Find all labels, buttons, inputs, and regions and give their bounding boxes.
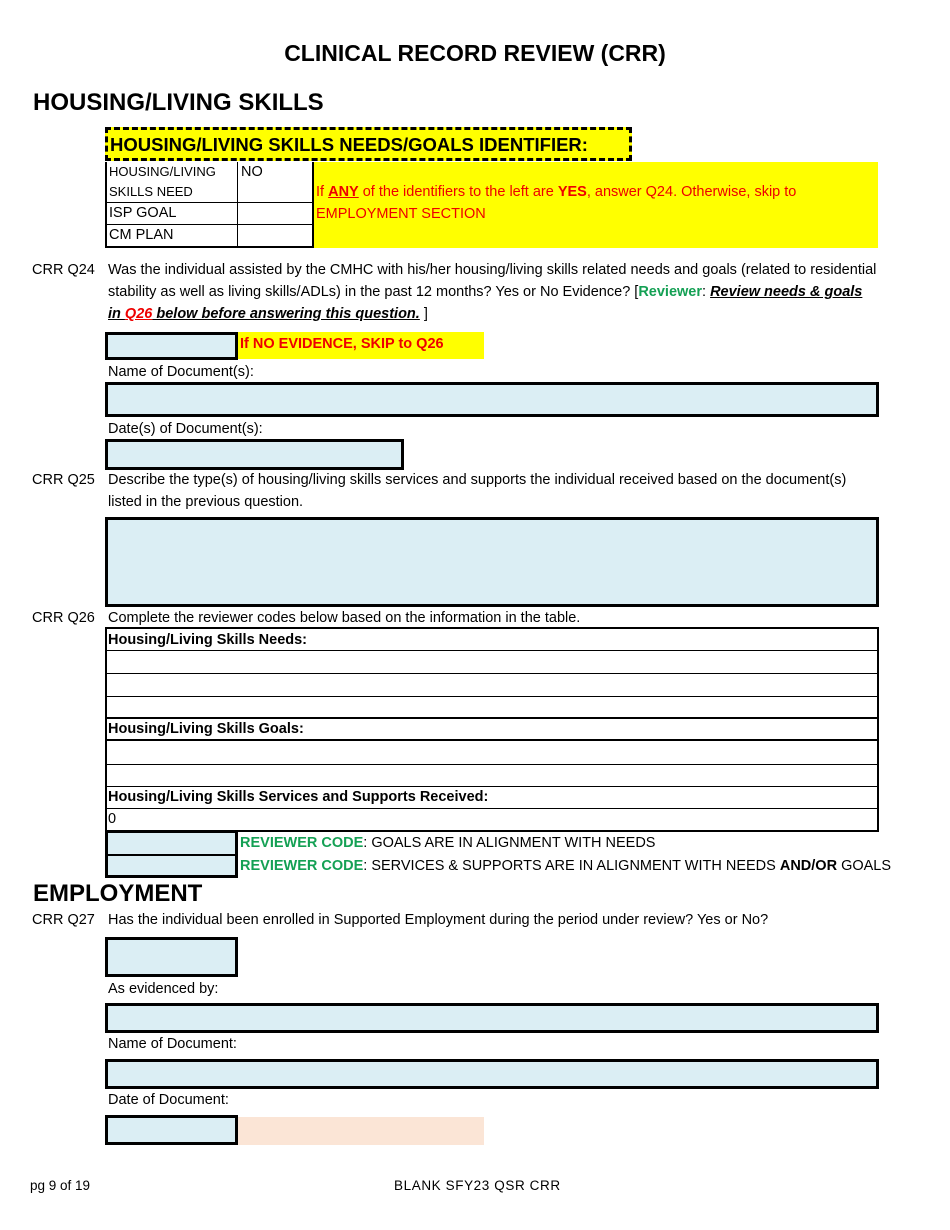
q26-label: CRR Q26 [32, 610, 95, 626]
footer-document-name: BLANK SFY23 QSR CRR [394, 1178, 561, 1193]
identifier-need-value[interactable]: NO [237, 162, 312, 202]
identifier-table [105, 162, 314, 248]
q27-evidenced-label: As evidenced by: [108, 981, 219, 997]
q26-needs-row-2[interactable] [105, 674, 879, 697]
q24-question [108, 259, 878, 325]
q26-needs-row-3[interactable] [105, 697, 879, 719]
note-any: ANY [328, 184, 359, 200]
q25-question: Describe the type(s) of housing/living skills services and supports the individual received based on the document(s) listed in the previous question. [108, 472, 847, 510]
q25-description-input[interactable] [105, 517, 879, 607]
identifier-cm-label: CM PLAN [109, 227, 174, 243]
identifier-row-need [107, 162, 312, 203]
identifier-header [105, 127, 632, 161]
identifier-isp-label: ISP GOAL [109, 205, 177, 221]
identifier-cm-value[interactable] [237, 225, 312, 246]
q26-goals-row-2[interactable] [105, 765, 879, 787]
q26-code2-label: REVIEWER CODE [240, 858, 364, 874]
q26-code1 [240, 832, 655, 854]
q26-services-header: Housing/Living Skills Services and Supports Received: [105, 787, 879, 809]
footer-page-number: pg 9 of 19 [30, 1178, 91, 1193]
q27-name-label: Name of Document: [108, 1036, 237, 1052]
q26-code2-andor: AND/OR [779, 858, 838, 874]
q27-question: Has the individual been enrolled in Supported Employment during the period under review? Yes or No? [108, 912, 769, 928]
q27-date-extra-field[interactable] [238, 1117, 484, 1145]
q26-services-value[interactable]: 0 [108, 811, 117, 827]
q24-skip-note: If NO EVIDENCE, SKIP to Q26 [238, 332, 484, 359]
q26-code2-input[interactable] [105, 855, 238, 878]
q24-text: Was the individual assisted by the CMHC with his/her housing/living skills related needs and goals (related to residential stability as well as living skills/ADLs) in the past 12 months? Yes or No Evidence? [ [108, 262, 877, 300]
q24-date-label: Date(s) of Document(s): [108, 421, 263, 437]
note-prefix: If [316, 184, 329, 200]
q27-evidence-input[interactable] [105, 1003, 879, 1033]
q24-instr-a: Review needs & goals in [108, 284, 863, 322]
q24-answer-input[interactable] [105, 332, 238, 360]
q24-instr-q26: Q26 [124, 306, 153, 322]
q26-code1-text: : GOALS ARE IN ALIGNMENT WITH NEEDS [363, 835, 656, 851]
q27-document-date-input[interactable] [105, 1115, 238, 1145]
q24-reviewer: Reviewer [638, 284, 702, 300]
section-heading-housing: HOUSING/LIVING SKILLS [33, 89, 324, 116]
identifier-row-isp-goal [107, 203, 312, 225]
q26-goals-row-1[interactable] [105, 741, 879, 765]
q24-document-name-input[interactable] [105, 382, 879, 417]
q26-code2 [240, 855, 891, 877]
q27-answer-input[interactable] [105, 937, 238, 977]
q26-needs-row-1[interactable] [105, 651, 879, 674]
page-title: CLINICAL RECORD REVIEW (CRR) [284, 40, 666, 66]
q24-instr-b: below before answering this question. [152, 306, 420, 322]
q27-date-label: Date of Document: [108, 1092, 229, 1108]
q26-goals-header: Housing/Living Skills Goals: [105, 719, 879, 741]
q26-code2-text-a: : SERVICES & SUPPORTS ARE IN ALIGNMENT WITH NEEDS [363, 858, 780, 874]
q26-code2-text-b: GOALS [837, 858, 892, 874]
identifier-row-cm-plan [107, 225, 312, 246]
identifier-isp-value[interactable] [237, 203, 312, 224]
q26-needs-header: Housing/Living Skills Needs: [105, 630, 879, 651]
q27-document-name-input[interactable] [105, 1059, 879, 1089]
note-suffix: , answer Q24. Otherwise, skip to EMPLOYMENT SECTION [316, 184, 797, 222]
q27-label: CRR Q27 [32, 912, 95, 928]
q24-label: CRR Q24 [32, 262, 95, 278]
q26-code1-label: REVIEWER CODE [240, 835, 364, 851]
identifier-note [314, 162, 878, 248]
note-yes: YES [557, 184, 587, 200]
q24-colon: : [702, 284, 711, 300]
q26-code1-input[interactable] [105, 831, 238, 855]
q24-document-date-input[interactable] [105, 439, 404, 470]
section-heading-employment: EMPLOYMENT [33, 880, 203, 907]
q25-label: CRR Q25 [32, 472, 95, 488]
identifier-need-label: HOUSING/LIVING SKILLS NEED [109, 164, 216, 199]
q24-close: ] [419, 306, 428, 322]
q24-name-label: Name of Document(s): [108, 364, 254, 380]
note-mid: of the identifiers to the left are [358, 184, 558, 200]
identifier-header-text: HOUSING/LIVING SKILLS NEEDS/GOALS IDENTIFIER: [110, 134, 588, 155]
q26-question: Complete the reviewer codes below based on the information in the table. [108, 610, 581, 626]
